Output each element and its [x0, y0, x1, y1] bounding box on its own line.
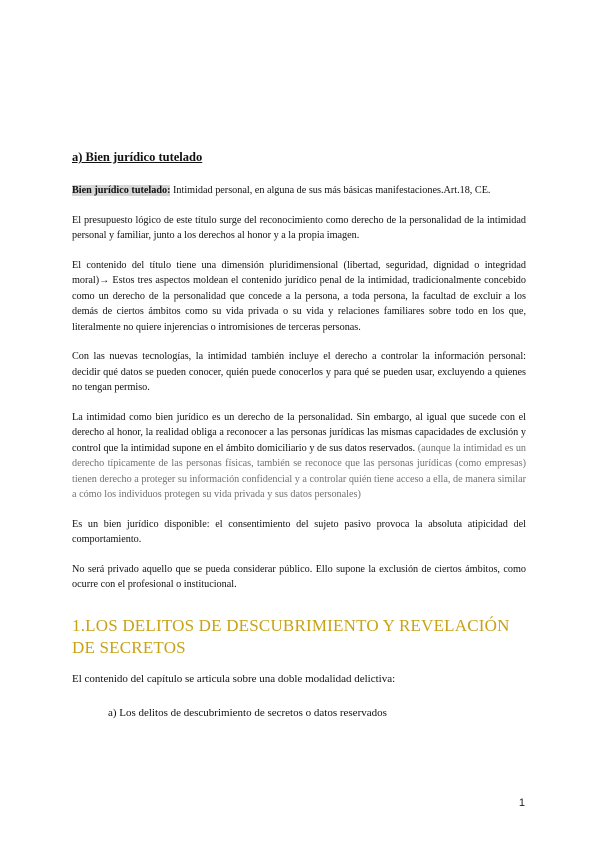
page-content — [72, 150, 526, 721]
paragraph-intimidad-personalidad — [72, 410, 526, 503]
paragraph-text: Intimidad personal, en alguna de sus más básicas manifestaciones.Art.18, CE. — [170, 185, 491, 196]
paragraph-bien-juridico — [72, 183, 526, 199]
paragraph-presupuesto: El presupuesto lógico de este título surge del reconocimiento como derecho de la personalidad de la intimidad personal y familiar, junto a los derechos al honor y a la propia imagen. — [72, 214, 526, 241]
paragraph-bien-disponible: Es un bien jurídico disponible: el consentimiento del sujeto pasivo provoca la absoluta atipicidad del comportamiento. — [72, 518, 526, 545]
highlighted-label: Bien jurídico tutelado: — [72, 185, 171, 196]
section-intro: El contenido del capítulo se articula sobre una doble modalidad delictiva: — [72, 672, 396, 685]
gray-aside-text: (aunque la intimidad es un derecho típicamente de las personas físicas, también se reconoce que las personas jurídicas (como empresas) tienen derecho a proteger su información confidencial y a controlar quién tiene acceso a ella, de manera similar a cómo los individuos protegen su vida privada y sus datos personales) — [72, 442, 527, 500]
paragraph-nuevas-tecnologias: Con las nuevas tecnologías, la intimidad también incluye el derecho a controlar la información personal: decidir qué datos se pueden conocer, quién puede conocerlos y para qué se pueden usar, excluyendo a quienes no tengan permiso. — [72, 351, 526, 393]
paragraph-text: La intimidad como bien jurídico es un derecho de la personalidad. Sin embargo, al igual que sucede con el derecho al honor, la realidad obliga a reconocer a las personas jurídicas las mismas capacidades de exclusión y control que la intimidad supone en el ámbito domiciliario y de sus datos reservados. — [72, 411, 526, 454]
page-number: 1 — [518, 797, 525, 809]
paragraph-contenido: El contenido del título tiene una dimensión pluridimensional (libertad, seguridad, dignidad o integridad moral)→ Estos tres aspectos moldean el contenido jurídico penal de la intimidad, tradicionalmente concebido como un derecho de la personalidad que concede a la persona, a toda persona, la facultad de excluir a los demás de ciertos ámbitos como su vida privada o su vida y relaciones familiares sobre todo en los que, literalmente no quiere injerencias o intromisiones de terceras personas. — [72, 259, 526, 333]
subsection-heading: a) Bien jurídico tutelado — [72, 150, 203, 164]
section-title: 1.LOS DELITOS DE DESCUBRIMIENTO Y REVELACIÓN DE SECRETOS — [72, 615, 510, 657]
paragraph-no-privado: No será privado aquello que se pueda considerar público. Ello supone la exclusión de ciertos ámbitos, como ocurre con el profesional o institucional. — [72, 563, 526, 590]
list-item-a: a) Los delitos de descubrimiento de secretos o datos reservados — [108, 706, 387, 719]
